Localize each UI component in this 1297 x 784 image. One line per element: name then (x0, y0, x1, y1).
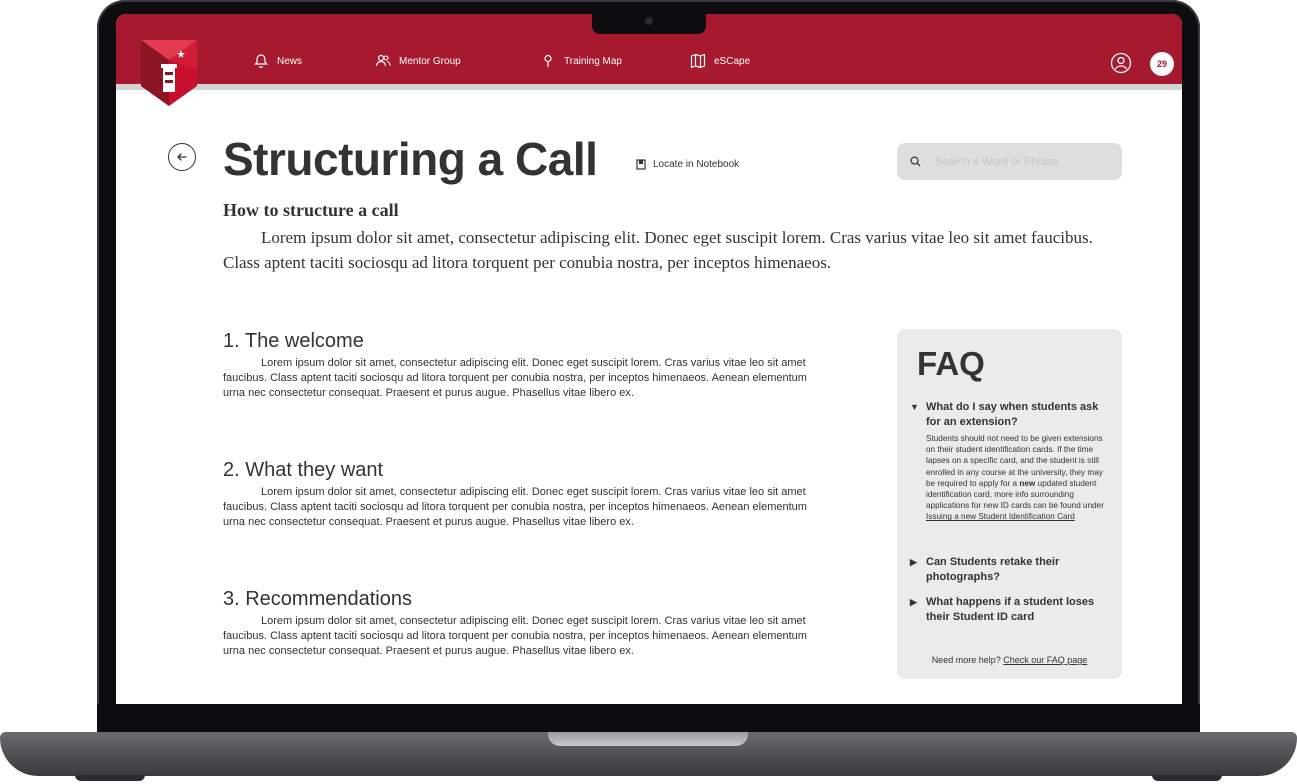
faq-help-text: Need more help? (931, 655, 1001, 665)
university-crest-logo[interactable] (141, 40, 197, 106)
laptop-hinge-groove (548, 732, 748, 746)
laptop-foot (75, 775, 145, 781)
user-profile-icon[interactable] (1110, 52, 1132, 74)
arrow-left-icon (176, 151, 188, 163)
map-pin-icon (540, 53, 556, 69)
section-heading: 3. Recommendations (223, 588, 412, 610)
notification-badge[interactable]: 29 (1150, 52, 1174, 76)
section-heading: 1. The welcome (223, 330, 364, 352)
nav-escape[interactable] (690, 50, 750, 72)
nav-training-map[interactable] (540, 50, 622, 72)
map-icon (690, 53, 706, 69)
search-input[interactable] (933, 155, 1107, 169)
faq-answer-text-2: updated student identification card, more info surrounding applications for new ID cards can be found under (926, 478, 1104, 511)
faq-panel (897, 329, 1122, 679)
faq-question-text: What do I say when students ask for an extension? (926, 401, 1099, 428)
search-icon (910, 156, 921, 167)
intro-paragraph: Lorem ipsum dolor sit amet, consectetur adipiscing elit. Donec eget suscipit lorem. Cras varius vitae leo sit amet faucibus. Class aptent taciti sociosqu ad litora torquent per conubia nostra, per inceptos himenaeos. (223, 228, 1093, 272)
page-title: Structuring a Call (223, 133, 598, 185)
triangle-right-icon: ▶ (910, 557, 917, 567)
back-button[interactable] (168, 143, 196, 171)
issuing-card-link[interactable]: Issuing a new Student Identification Card (926, 512, 1075, 522)
nav-news[interactable] (253, 50, 302, 72)
section-body: Lorem ipsum dolor sit amet, consectetur adipiscing elit. Donec eget suscipit lorem. Cras varius vitae leo sit amet faucibus. Class aptent taciti sociosqu ad litora torquent per conubia nostra, per inceptos himenaeos. Aenean elementum urna nec consectetur consequat. Praesent et purus augue. Phasellus vitae libero ex. (223, 357, 807, 399)
faq-answer-text: Students should not need to be given extensions on their student identification cards. If the time lapses on a specific card, and the student is still enrolled in any course at the university, they may be required to apply for a (926, 434, 1103, 488)
section-what-they-want (223, 459, 813, 530)
nav-news-label: News (277, 55, 303, 67)
nav-mentor-group-label: Mentor Group (399, 55, 461, 67)
faq-question-retake-photo[interactable] (910, 555, 1110, 585)
nav-training-map-label: Training Map (564, 55, 622, 67)
bell-icon (253, 53, 269, 69)
nav-mentor-group[interactable] (375, 50, 461, 72)
triangle-down-icon: ▼ (910, 402, 919, 412)
faq-title: FAQ (917, 345, 985, 382)
notebook-icon (636, 159, 646, 170)
faq-answer (926, 433, 1104, 523)
section-body: Lorem ipsum dolor sit amet, consectetur adipiscing elit. Donec eget suscipit lorem. Cras varius vitae leo sit amet faucibus. Class aptent taciti sociosqu ad litora torquent per conubia nostra, per inceptos himenaeos. Aenean elementum urna nec consectetur consequat. Praesent et purus augue. Phasellus vitae libero ex. (223, 615, 807, 657)
search-bar[interactable] (897, 143, 1122, 180)
users-icon (375, 53, 391, 69)
camera-icon (645, 17, 653, 25)
app-screen (116, 14, 1182, 704)
camera-notch (592, 13, 706, 34)
section-heading: 2. What they want (223, 459, 384, 481)
header-divider (116, 84, 1182, 90)
laptop-foot (1152, 775, 1222, 781)
locate-label: Locate in Notebook (653, 159, 740, 170)
faq-page-link[interactable]: Check our FAQ page (1003, 655, 1088, 665)
faq-answer-bold: new (1019, 478, 1036, 488)
faq-question-text: What happens if a student loses their Student ID card (926, 596, 1095, 623)
section-recommendations (223, 588, 813, 659)
locate-in-notebook-button[interactable] (636, 159, 739, 170)
page-subtitle: How to structure a call (223, 200, 399, 220)
screen-bezel-bottom (97, 704, 1200, 734)
nav-escape-label: eSCape (714, 55, 751, 67)
triangle-right-icon: ▶ (910, 597, 917, 607)
faq-question-text: Can Students retake their photographs? (926, 556, 1060, 583)
faq-question-lost-card[interactable] (910, 595, 1110, 625)
section-body: Lorem ipsum dolor sit amet, consectetur adipiscing elit. Donec eget suscipit lorem. Cras varius vitae leo sit amet faucibus. Class aptent taciti sociosqu ad litora torquent per conubia nostra, per inceptos himenaeos. Aenean elementum urna nec consectetur consequat. Praesent et purus augue. Phasellus vitae libero ex. (223, 486, 807, 528)
faq-question-extension[interactable] (910, 400, 1110, 430)
faq-help-line (897, 655, 1122, 665)
section-welcome (223, 330, 813, 401)
